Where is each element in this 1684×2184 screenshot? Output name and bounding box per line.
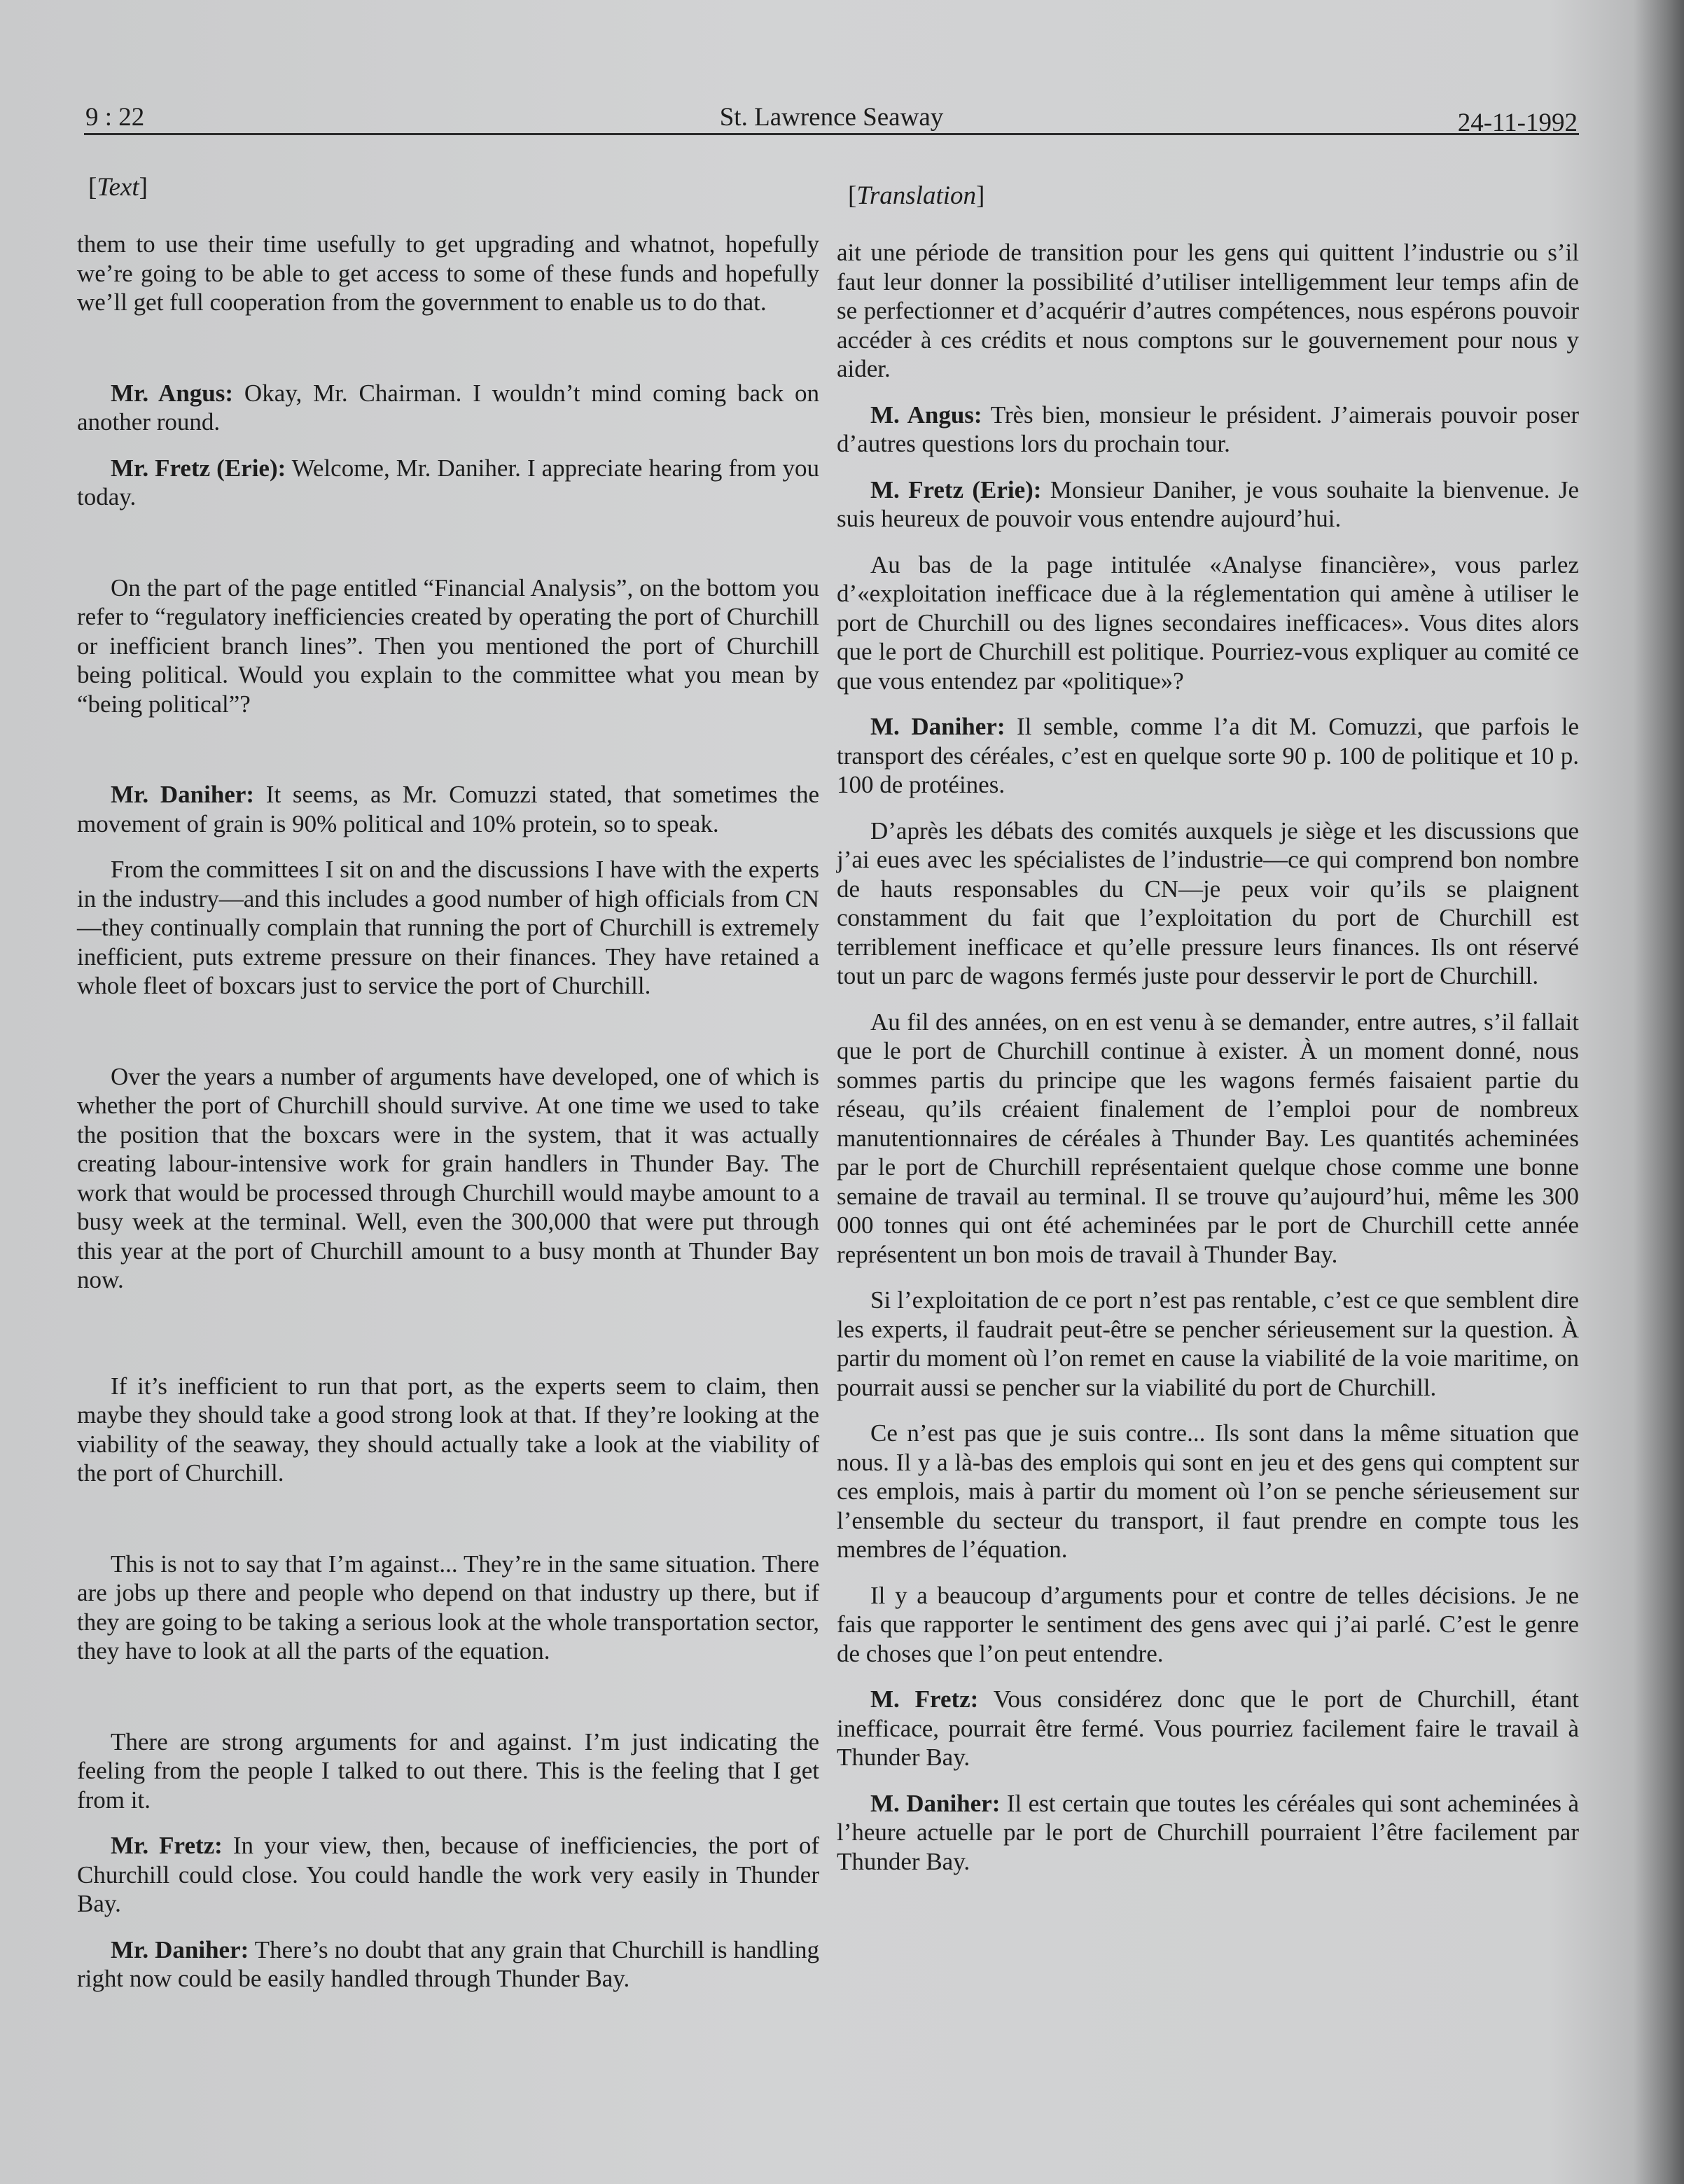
paragraph: them to use their time usefully to get upgrading and whatnot, hopefully we’re going to be able to get access to some of these funds and hopefully we’ll get full cooperation from the government to enable us to do that. [77,230,819,317]
translation-label: [Translation] [848,181,985,210]
speech-text: Vous considérez donc que le port de Churchill, étant inefficace, pourrait être fermé. Vous pourriez facilement faire le travail à Thunder Bay. [837,1685,1579,1772]
speech-text: Il est certain que toutes les céréales qui sont acheminées à l’heure actuelle par le port de Churchill pourraient l’être facilement par Thunder Bay. [837,1789,1579,1875]
speech-text: There’s no doubt that any grain that Churchill is handling right now could be easily handled through Thunder Bay. [77,1935,819,1993]
speech-paragraph [837,1685,1579,1772]
speaker-name: Mr. Fretz: [111,1832,223,1860]
text-label: [Text] [88,173,148,202]
speech-text: Il semble, comme l’a dit M. Comuzzi, que parfois le transport des céréales, c’est en quelque sorte 90 p. 100 de politique et 10 p. 100 de protéines. [837,713,1579,799]
french-column [837,181,1579,1876]
page-header [84,91,1579,135]
paragraph: ait une période de transition pour les gens qui quittent l’industrie ou s’il faut leur donner la possibilité d’utiliser intelligemment leur temps afin de se perfectionner et d’acquérir d’autres compétences, nous espérons pouvoir accéder à ces crédits et nous comptons sur le gouvernement pour nous y aider. [837,239,1579,383]
translation-label-word: Translation [856,181,977,210]
speaker-name: Mr. Fretz (Erie): [111,454,286,482]
paragraph: D’après les débats des comités auxquels je siège et les discussions que j’ai eues avec les spécialistes de l’industrie—ce qui comprend bon nombre de hauts responsables du CN—je peux voir qu’ils se plaignent constamment du fait que l’exploitation du port de Churchill est terriblement inefficace et qu’elle pressure leurs finances. Ils ont réservé tout un parc de wagons fermés juste pour desservir le port de Churchill. [837,816,1579,990]
sitting-date: 24-11-1992 [1457,109,1578,137]
speech-text: Très bien, monsieur le président. J’aimerais pouvoir poser d’autres questions lors du prochain tour. [837,401,1579,458]
paragraph: There are strong arguments for and against. I’m just indicating the feeling from the people I talked to out there. This is the feeling that I get from it. [77,1727,819,1814]
english-column [77,172,819,1994]
paragraph: This is not to say that I’m against... They’re in the same situation. There are jobs up there and people who depend on that industry up there, but if they are going to be taking a serious look at the whole transportation sector, they have to look at all the parts of the equation. [77,1550,819,1665]
speaker-name: M. Angus: [870,401,982,429]
paragraph: Si l’exploitation de ce port n’est pas rentable, c’est ce que semblent dire les experts, il faudrait peut-être se pencher sérieusement sur la question. À partir du moment où l’on remet en cause la viabilité de la voie maritime, on pourrait aussi se pencher sur la viabilité du port de Churchill. [837,1286,1579,1401]
speech-paragraph [77,1831,819,1919]
speech-text: Monsieur Daniher, je vous souhaite la bienvenue. Je suis heureux de pouvoir vous entendre aujourd’hui. [837,475,1579,533]
text-label-word: Text [97,173,139,202]
speech-text: Okay, Mr. Chairman. I wouldn’t mind coming back on another round. [77,379,819,436]
speaker-name: M. Fretz (Erie): [870,475,1042,503]
speaker-name: Mr. Angus: [111,379,234,407]
speech-paragraph [77,1935,819,1994]
speech-paragraph [837,401,1579,459]
speech-paragraph [837,1789,1579,1877]
paragraph: On the part of the page entitled “Financial Analysis”, on the bottom you refer to “regulatory inefficiencies created by operating the port of Churchill or inefficient branch lines”. Then you mentioned the port of Churchill being political. Would you explain to the committee what you mean by “being political”? [77,573,819,718]
speech-text: Welcome, Mr. Daniher. I appreciate hearing from you today. [77,454,819,511]
speech-paragraph [837,712,1579,800]
speaker-name: M. Daniher: [870,1789,1001,1817]
speech-paragraph [77,454,819,512]
page-number: 9 : 22 [85,103,145,132]
speaker-name: Mr. Daniher: [111,1935,249,1963]
paragraph: Au bas de la page intitulée «Analyse financière», vous parlez d’«exploitation inefficace due à la réglementation qui amène à utiliser le port de Churchill ou des lignes secondaires inefficaces». Vous dites alors que le port de Churchill est politique. Pourriez-vous expliquer au comité ce que vous entendez par «politique»? [837,550,1579,695]
speech-paragraph [837,475,1579,534]
speech-text: In your view, then, because of inefficiencies, the port of Churchill could close. You could handle the work very easily in Thunder Bay. [77,1832,819,1918]
speech-paragraph [77,780,819,838]
paragraph: Il y a beaucoup d’arguments pour et contre de telles décisions. Je ne fais que rapporter le sentiment des gens avec qui j’ai parlé. C’est le genre de choses que l’on peut entendre. [837,1581,1579,1667]
running-title: St. Lawrence Seaway [719,103,944,132]
paragraph: Over the years a number of arguments have developed, one of which is whether the port of Churchill should survive. At one time we used to take the position that the boxcars were in the system, that it was actually creating labour-intensive work for grain handlers in Thunder Bay. The work that would be processed through Churchill would maybe amount to a busy week at the terminal. Well, even the 300,000 that were put through this year at the port of Churchill amount to a busy month at Thunder Bay now. [77,1062,819,1294]
speaker-name: Mr. Daniher: [111,781,255,809]
paragraph: Au fil des années, on en est venu à se demander, entre autres, s’il fallait que le port de Churchill continue à exister. À un moment donné, nous sommes partis du principe que les wagons fermés faisaient partie du réseau, qu’ils créaient finalement de l’emploi pour de nombreux manutentionnaires de céréales à Thunder Bay. Les quantités acheminées par le port de Churchill représentaient quelque chose comme une bonne semaine de travail au terminal. Il se trouve qu’aujourd’hui, même les 300 000 tonnes qui ont été acheminées par le port de Churchill cette année représentent un bon mois de travail à Thunder Bay. [837,1008,1579,1268]
speaker-name: M. Daniher: [870,713,1005,741]
paragraph: If it’s inefficient to run that port, as the experts seem to claim, then maybe they should take a good strong look at that. If they’re looking at the viability of the seaway, they should actually take a look at the viability of the port of Churchill. [77,1372,819,1487]
paragraph: From the committees I sit on and the discussions I have with the experts in the industry—and this includes a good number of high officials from CN—they continually complain that running the port of Churchill is extremely inefficient, puts extreme pressure on their finances. They have retained a whole fleet of boxcars just to service the port of Churchill. [77,856,819,1000]
speaker-name: M. Fretz: [870,1685,979,1713]
speech-paragraph [77,379,819,437]
speech-text: It seems, as Mr. Comuzzi stated, that sometimes the movement of grain is 90% political and 10% protein, so to speak. [77,781,819,837]
paragraph: Ce n’est pas que je suis contre... Ils sont dans la même situation que nous. Il y a là-bas des emplois qui sont en jeu et des gens qui comptent sur ces emplois, mais à partir du moment où l’on se penche sérieusement sur l’ensemble du secteur du transport, il faut prendre en compte tous les membres de l’équation. [837,1419,1579,1564]
